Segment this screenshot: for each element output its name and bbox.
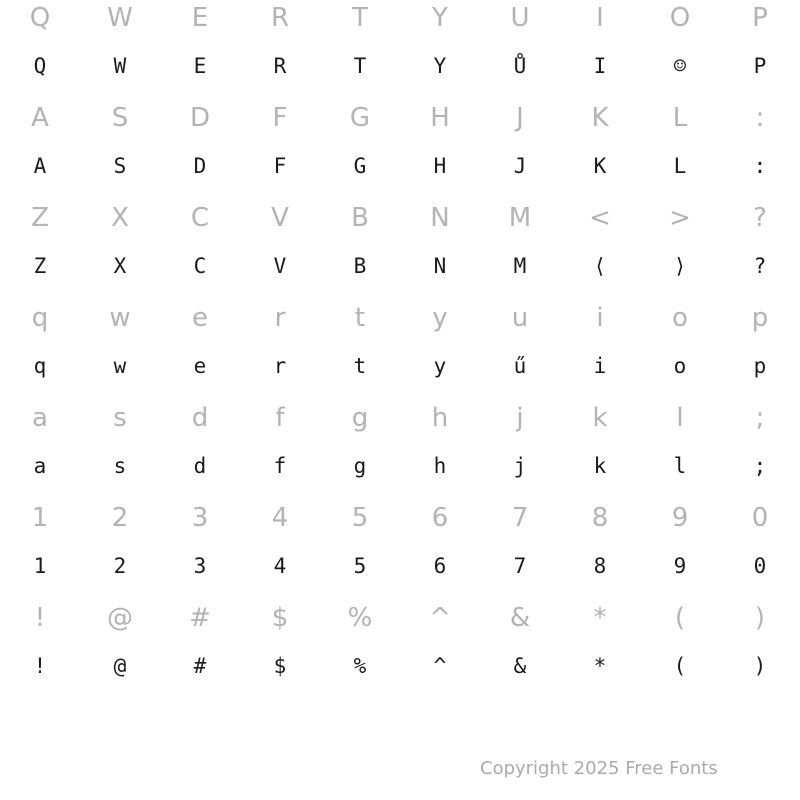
sample-glyph: % <box>353 654 367 678</box>
reference-glyph: V <box>271 203 289 233</box>
copyright-notice: Copyright 2025 Free Fonts <box>480 758 718 779</box>
reference-glyph: F <box>272 103 288 133</box>
reference-glyph: O <box>669 3 691 33</box>
reference-glyph: > <box>669 203 691 233</box>
sample-row-4 <box>0 341 800 391</box>
reference-glyph: W <box>107 3 133 33</box>
reference-glyph: e <box>192 303 208 333</box>
sample-glyph: d <box>193 454 207 478</box>
reference-row-4 <box>0 293 800 343</box>
sample-glyph: y <box>433 354 447 378</box>
sample-glyph: ^ <box>433 654 447 678</box>
sample-glyph: Z <box>33 254 47 278</box>
reference-glyph: u <box>511 303 529 333</box>
reference-glyph: 9 <box>671 503 689 533</box>
sample-row-7 <box>0 641 800 691</box>
reference-glyph: Q <box>29 3 51 33</box>
reference-glyph: T <box>352 3 368 33</box>
sample-glyph: ⟨ <box>593 254 607 278</box>
reference-glyph: R <box>270 3 290 33</box>
reference-row-3 <box>0 193 800 243</box>
sample-glyph: l <box>673 454 687 478</box>
reference-glyph: ; <box>755 403 765 433</box>
sample-glyph: V <box>273 254 287 278</box>
sample-glyph: ű <box>513 354 527 378</box>
reference-glyph: r <box>274 303 286 333</box>
sample-glyph: N <box>433 254 447 278</box>
reference-row-7 <box>0 593 800 643</box>
reference-glyph: l <box>676 403 684 433</box>
reference-row-6 <box>0 493 800 543</box>
sample-row-2 <box>0 141 800 191</box>
sample-glyph: H <box>433 154 447 178</box>
sample-glyph: : <box>753 154 767 178</box>
sample-glyph: Y <box>433 54 447 78</box>
sample-glyph: ; <box>753 454 767 478</box>
sample-glyph: @ <box>113 654 127 678</box>
reference-glyph: ( <box>674 603 686 633</box>
reference-glyph: C <box>190 203 210 233</box>
sample-glyph: 2 <box>113 554 127 578</box>
reference-glyph: : <box>755 103 765 133</box>
sample-glyph: a <box>33 454 47 478</box>
reference-glyph: M <box>508 203 532 233</box>
sample-glyph: e <box>193 354 207 378</box>
reference-glyph: H <box>430 103 450 133</box>
reference-glyph: % <box>347 603 373 633</box>
sample-row-1 <box>0 41 800 91</box>
sample-glyph: i <box>593 354 607 378</box>
sample-row-3 <box>0 241 800 291</box>
sample-glyph: Ů <box>513 54 527 78</box>
sample-glyph: ! <box>33 654 47 678</box>
reference-row-5 <box>0 393 800 443</box>
sample-glyph: F <box>273 154 287 178</box>
reference-glyph: < <box>589 203 611 233</box>
sample-glyph: G <box>353 154 367 178</box>
sample-glyph: 6 <box>433 554 447 578</box>
sample-glyph: Q <box>33 54 47 78</box>
reference-glyph: 2 <box>111 503 129 533</box>
sample-row-5 <box>0 441 800 491</box>
reference-glyph: & <box>509 603 531 633</box>
reference-glyph: ) <box>754 603 766 633</box>
sample-glyph: ? <box>753 254 767 278</box>
sample-glyph: ⟩ <box>673 254 687 278</box>
reference-glyph: j <box>516 403 524 433</box>
reference-glyph: h <box>431 403 449 433</box>
sample-glyph: p <box>753 354 767 378</box>
sample-glyph: g <box>353 454 367 478</box>
sample-glyph: 7 <box>513 554 527 578</box>
reference-glyph: k <box>592 403 608 433</box>
reference-glyph: i <box>596 303 604 333</box>
reference-glyph: S <box>111 103 129 133</box>
reference-glyph: * <box>593 603 607 633</box>
reference-glyph: ! <box>34 603 46 633</box>
sample-glyph: 0 <box>753 554 767 578</box>
reference-glyph: f <box>275 403 285 433</box>
sample-glyph: P <box>753 54 767 78</box>
sample-glyph: L <box>673 154 687 178</box>
sample-glyph: 5 <box>353 554 367 578</box>
sample-glyph: D <box>193 154 207 178</box>
reference-glyph: g <box>351 403 369 433</box>
reference-glyph: p <box>751 303 769 333</box>
reference-glyph: D <box>189 103 211 133</box>
reference-glyph: 1 <box>31 503 49 533</box>
sample-glyph: E <box>193 54 207 78</box>
reference-glyph: 8 <box>591 503 609 533</box>
reference-glyph: a <box>32 403 48 433</box>
sample-glyph: B <box>353 254 367 278</box>
sample-row-6 <box>0 541 800 591</box>
reference-glyph: # <box>189 603 211 633</box>
reference-glyph: @ <box>107 603 133 633</box>
reference-glyph: $ <box>271 603 289 633</box>
sample-glyph: * <box>593 654 607 678</box>
reference-glyph: L <box>672 103 688 133</box>
reference-row-1 <box>0 0 800 43</box>
reference-glyph: q <box>31 303 49 333</box>
sample-glyph: ( <box>673 654 687 678</box>
sample-glyph: S <box>113 154 127 178</box>
sample-glyph: # <box>193 654 207 678</box>
reference-glyph: o <box>672 303 688 333</box>
sample-glyph: 1 <box>33 554 47 578</box>
reference-glyph: y <box>432 303 448 333</box>
reference-glyph: J <box>516 103 524 133</box>
reference-glyph: N <box>430 203 450 233</box>
reference-glyph: P <box>752 3 768 33</box>
reference-glyph: ^ <box>429 603 451 633</box>
reference-glyph: B <box>351 203 369 233</box>
sample-glyph: A <box>33 154 47 178</box>
sample-glyph: k <box>593 454 607 478</box>
sample-glyph: X <box>113 254 127 278</box>
reference-glyph: 4 <box>271 503 289 533</box>
sample-glyph-smiley-icon: ☺ <box>673 54 687 78</box>
sample-glyph: M <box>513 254 527 278</box>
sample-glyph: t <box>353 354 367 378</box>
sample-glyph: 8 <box>593 554 607 578</box>
reference-glyph: s <box>113 403 127 433</box>
reference-glyph: U <box>510 3 530 33</box>
reference-glyph: X <box>111 203 129 233</box>
sample-glyph: 4 <box>273 554 287 578</box>
sample-glyph: W <box>113 54 127 78</box>
sample-glyph: q <box>33 354 47 378</box>
sample-glyph: j <box>513 454 527 478</box>
reference-glyph: ? <box>753 203 767 233</box>
sample-glyph: w <box>113 354 127 378</box>
sample-glyph: & <box>513 654 527 678</box>
sample-glyph: o <box>673 354 687 378</box>
sample-glyph: K <box>593 154 607 178</box>
reference-glyph: K <box>591 103 609 133</box>
sample-glyph: R <box>273 54 287 78</box>
reference-glyph: Y <box>432 3 448 33</box>
reference-glyph: 6 <box>431 503 449 533</box>
reference-glyph: G <box>349 103 371 133</box>
reference-glyph: I <box>596 3 604 33</box>
reference-glyph: w <box>109 303 131 333</box>
sample-glyph: $ <box>273 654 287 678</box>
sample-glyph: C <box>193 254 207 278</box>
reference-glyph: 7 <box>511 503 529 533</box>
reference-glyph: Z <box>31 203 49 233</box>
reference-row-2 <box>0 93 800 143</box>
sample-glyph: f <box>273 454 287 478</box>
sample-glyph: ) <box>753 654 767 678</box>
reference-glyph: 0 <box>751 503 769 533</box>
reference-glyph: E <box>191 3 209 33</box>
reference-glyph: A <box>31 103 49 133</box>
sample-glyph: I <box>593 54 607 78</box>
sample-glyph: h <box>433 454 447 478</box>
reference-glyph: 5 <box>351 503 369 533</box>
reference-glyph: t <box>354 303 366 333</box>
sample-glyph: 3 <box>193 554 207 578</box>
sample-glyph: J <box>513 154 527 178</box>
sample-glyph: r <box>273 354 287 378</box>
sample-glyph: s <box>113 454 127 478</box>
reference-glyph: d <box>191 403 209 433</box>
sample-glyph: T <box>353 54 367 78</box>
reference-glyph: 3 <box>191 503 209 533</box>
sample-glyph: 9 <box>673 554 687 578</box>
